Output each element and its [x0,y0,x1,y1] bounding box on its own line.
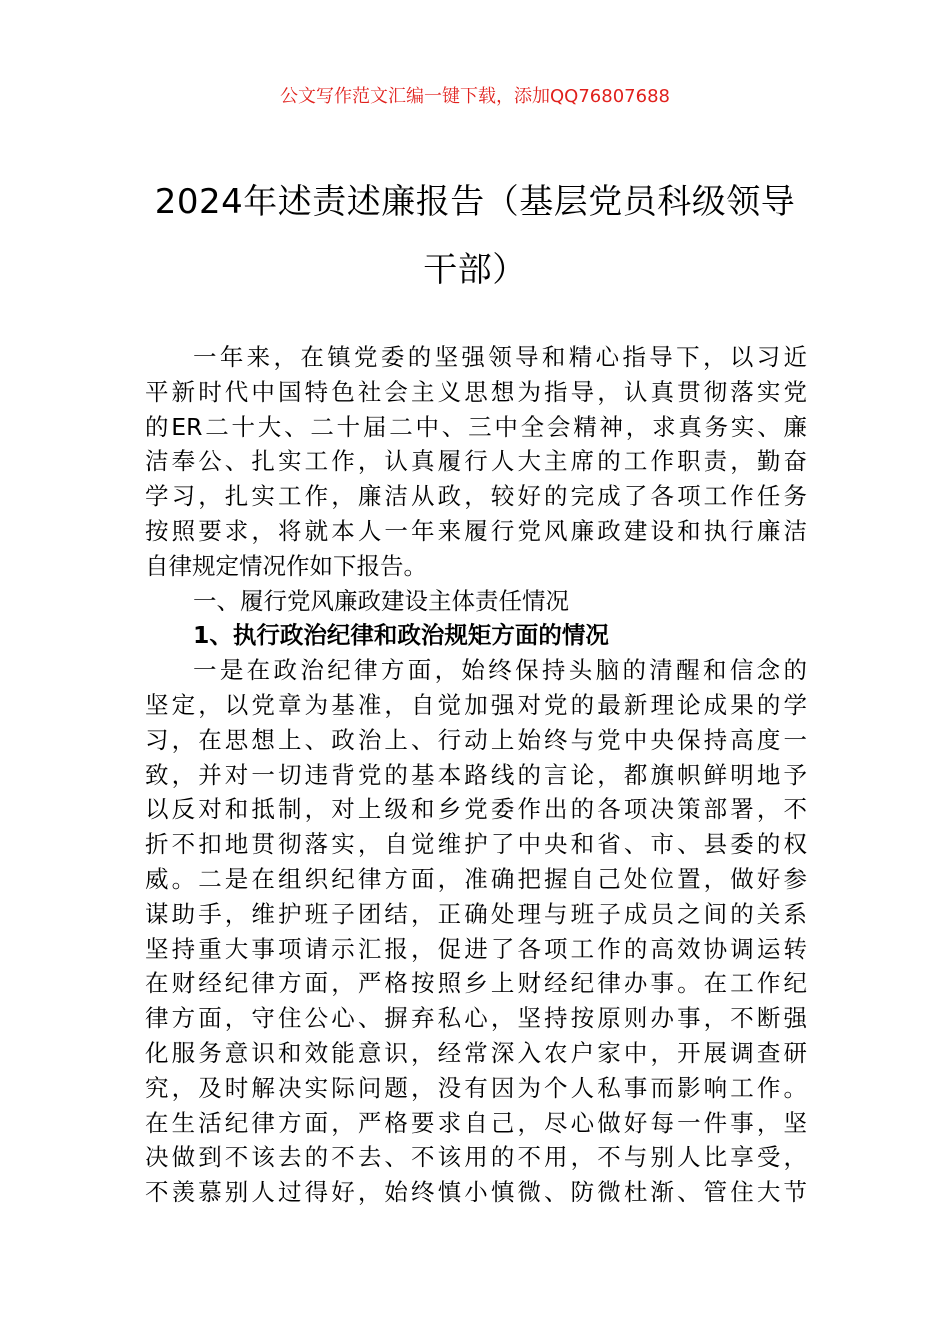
paragraph-line: 以反对和抵制，对上级和乡党委作出的各项决策部署，不 [145,795,807,824]
document-title-line-2: 干部） [423,250,527,290]
paragraph-line: 一是在政治纪律方面，始终保持头脑的清醒和信念的 [193,656,807,685]
paragraph-line: 折不扣地贯彻落实，自觉维护了中央和省、市、县委的权 [145,830,807,859]
paragraph-line: 一年来，在镇党委的坚强领导和精心指导下，以习近 [193,343,807,371]
paragraph-line: 学习，扎实工作，廉洁从政，较好的完成了各项工作任务 [145,482,807,511]
download-promo-header: 公文写作范文汇编一键下载，添加QQ76807688 [280,86,670,107]
paragraph-line: 究，及时解决实际问题，没有因为个人私事而影响工作。 [145,1073,807,1102]
document-body [145,340,807,1210]
paragraph-line: 的ER二十大、二十届二中、三中全会精神，求真务实、廉 [145,412,807,441]
paragraph-line: 决做到不该去的不去、不该用的不用，不与别人比享受， [145,1143,807,1172]
section-heading: 一、履行党风廉政建设主体责任情况 [193,586,569,615]
paragraph-line: 平新时代中国特色社会主义思想为指导，认真贯彻落实党 [145,377,807,406]
paragraph-line: 按照要求，将就本人一年来履行党风廉政建设和执行廉洁 [145,516,807,545]
paragraph-line: 律方面，守住公心、摒弃私心，坚持按原则办事，不断强 [145,1004,807,1033]
paragraph-line: 自律规定情况作如下报告。 [145,551,427,580]
paragraph-line: 坚定，以党章为基准，自觉加强对党的最新理论成果的学 [145,690,807,719]
paragraph-line: 洁奉公、扎实工作，认真履行人大主席的工作职责，勤奋 [145,447,807,476]
paragraph-line: 在生活纪律方面，严格要求自己，尽心做好每一件事，坚 [145,1108,807,1137]
paragraph-line: 谋助手，维护班子团结，正确处理与班子成员之间的关系 [145,899,807,928]
paragraph-line: 坚持重大事项请示汇报，促进了各项工作的高效协调运转 [145,934,807,963]
paragraph-line: 威。二是在组织纪律方面，准确把握自己处位置，做好参 [145,864,807,893]
paragraph-line: 化服务意识和效能意识，经常深入农户家中，开展调查研 [145,1038,807,1067]
paragraph-line: 在财经纪律方面，严格按照乡上财经纪律办事。在工作纪 [145,969,807,998]
paragraph-line: 致，并对一切违背党的基本路线的言论，都旗帜鲜明地予 [145,760,807,789]
subsection-heading: 1、执行政治纪律和政治规矩方面的情况 [193,621,609,650]
document-title-line-1: 2024年述责述廉报告（基层党员科级领导 [154,182,796,222]
paragraph-line: 习，在思想上、政治上、行动上始终与党中央保持高度一 [145,725,807,754]
paragraph-line: 不羡慕别人过得好，始终慎小慎微、防微杜渐、管住大节 [145,1178,807,1207]
